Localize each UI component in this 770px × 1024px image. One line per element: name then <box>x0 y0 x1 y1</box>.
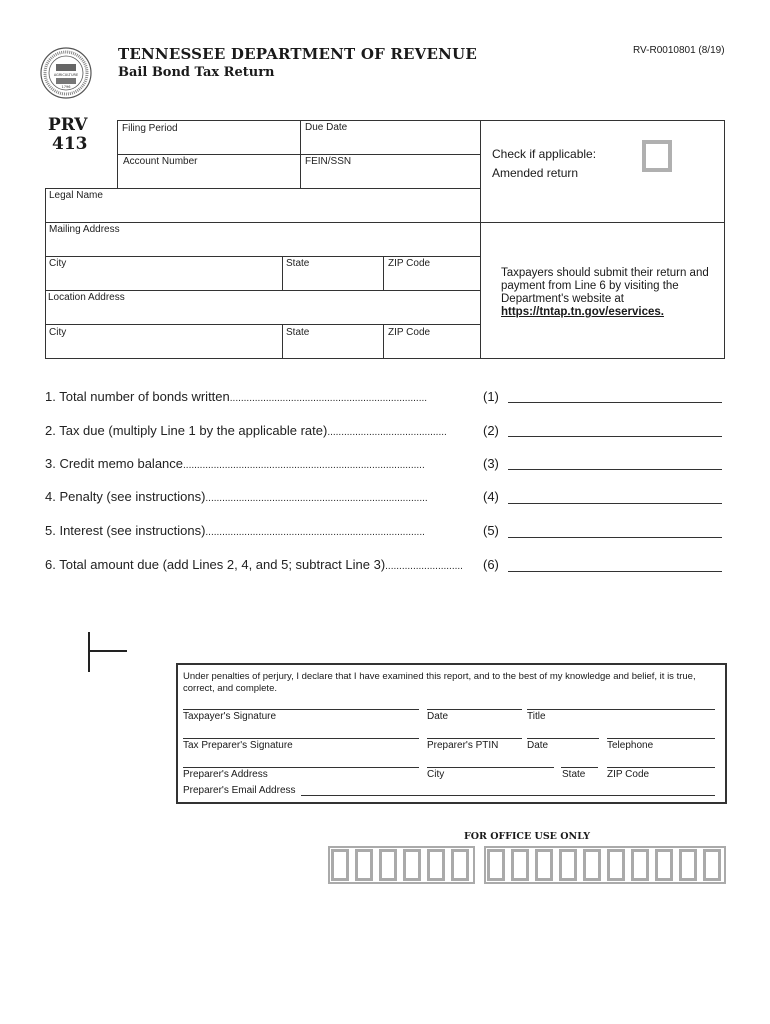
line-1 <box>45 389 427 404</box>
telephone-label: Telephone <box>607 740 654 751</box>
office-box-b-10 <box>703 849 721 881</box>
form-code-line1: PRV <box>48 115 88 135</box>
preparer-email-label: Preparer's Email Address <box>183 785 296 796</box>
fein-ssn-field[interactable]: FEIN/SSN <box>300 154 481 189</box>
line-6-dots: ............................ <box>385 561 463 572</box>
location-zip-code-field[interactable]: ZIP Code <box>383 324 481 359</box>
amended-return-panel <box>480 120 725 223</box>
line-5-answer[interactable] <box>508 537 722 538</box>
date2-line[interactable] <box>527 738 599 739</box>
city-label: City <box>427 769 445 780</box>
eservices-notice-panel <box>480 222 725 359</box>
line-2-number: (2) <box>483 423 499 438</box>
check-if-applicable-label: Check if applicable: <box>492 147 597 161</box>
preparer-signature-line[interactable] <box>183 738 419 739</box>
office-box-b-4 <box>559 849 577 881</box>
office-box-a-2 <box>355 849 373 881</box>
preparer-address-line[interactable] <box>183 767 419 768</box>
eservices-notice-text: Taxpayers should submit their return and payment from Line 6 by visiting the Department's website at <box>501 267 709 305</box>
agency-name: TENNESSEE DEPARTMENT OF REVENUE <box>118 45 477 63</box>
line-3-dots: ....................................................................................... <box>183 460 425 471</box>
form-id: RV-R0010801 (8/19) <box>633 45 725 56</box>
line-6-answer[interactable] <box>508 571 722 572</box>
line-5 <box>45 523 425 538</box>
line-5-dots: ............................................................................... <box>205 527 425 538</box>
line-3-answer[interactable] <box>508 469 722 470</box>
preparer-email-line[interactable] <box>301 795 715 796</box>
office-box-a-1 <box>331 849 349 881</box>
office-box-a-6 <box>451 849 469 881</box>
state-line[interactable] <box>561 767 598 768</box>
date2-label: Date <box>527 740 549 751</box>
line-4-answer[interactable] <box>508 503 722 504</box>
office-use-label: FOR OFFICE USE ONLY <box>464 831 591 842</box>
office-box-a-3 <box>379 849 397 881</box>
state-label: State <box>562 769 586 780</box>
taxpayer-signature-label: Taxpayer's Signature <box>183 711 277 722</box>
office-box-a-4 <box>403 849 421 881</box>
office-box-b-1 <box>487 849 505 881</box>
line-4 <box>45 489 428 504</box>
perjury-declaration: Under penalties of perjury, I declare that I have examined this report, and to the best of my knowledge and belief, it is true, correct, and complete. <box>183 671 696 694</box>
zip-code-field[interactable]: ZIP Code <box>383 256 481 291</box>
account-number-field[interactable]: Account Number <box>117 154 301 189</box>
location-state-field[interactable]: State <box>282 324 384 359</box>
line-3-number: (3) <box>483 456 499 471</box>
amended-return-checkbox[interactable] <box>642 140 672 172</box>
city-line[interactable] <box>427 767 554 768</box>
office-box-b-8 <box>655 849 673 881</box>
preparer-signature-label: Tax Preparer's Signature <box>183 740 293 751</box>
line-5-label: 5. Interest (see instructions) <box>45 523 206 538</box>
line-2-label: 2. Tax due (multiply Line 1 by the applicable rate) <box>45 423 328 438</box>
line-4-number: (4) <box>483 489 499 504</box>
mailing-address-field[interactable]: Mailing Address <box>45 222 481 257</box>
line-3 <box>45 456 425 471</box>
preparer-ptin-line[interactable] <box>427 738 522 739</box>
office-box-b-5 <box>583 849 601 881</box>
line-1-answer[interactable] <box>508 402 722 403</box>
preparer-address-label: Preparer's Address <box>183 769 268 780</box>
date-label: Date <box>427 711 449 722</box>
state-field[interactable]: State <box>282 256 384 291</box>
taxpayer-signature-line[interactable] <box>183 709 419 710</box>
registration-mark <box>88 632 90 672</box>
location-address-field[interactable]: Location Address <box>45 290 481 325</box>
line-1-number: (1) <box>483 389 499 404</box>
due-date-field[interactable]: Due Date <box>300 120 481 155</box>
amended-return-label: Amended return <box>492 166 579 180</box>
preparer-ptin-label: Preparer's PTIN <box>427 740 499 751</box>
signature-section <box>176 663 727 804</box>
office-box-b-3 <box>535 849 553 881</box>
svg-text:1796: 1796 <box>61 85 71 89</box>
form-title: Bail Bond Tax Return <box>118 65 275 80</box>
line-3-label: 3. Credit memo balance <box>45 456 184 471</box>
line-4-dots: ................................................................................ <box>205 493 428 504</box>
zip-code-label: ZIP Code <box>607 769 650 780</box>
legal-name-field[interactable]: Legal Name <box>45 188 481 223</box>
office-box-b-2 <box>511 849 529 881</box>
zip-code-line[interactable] <box>607 767 715 768</box>
state-seal <box>40 47 92 99</box>
line-2-answer[interactable] <box>508 436 722 437</box>
line-2-dots: ........................................... <box>327 427 447 438</box>
line-1-dots: ....................................................................... <box>229 393 428 404</box>
telephone-line[interactable] <box>607 738 715 739</box>
line-6-label: 6. Total amount due (add Lines 2, 4, and 5; subtract Line 3) <box>45 557 386 572</box>
registration-mark-bar <box>88 650 127 652</box>
office-box-b-7 <box>631 849 649 881</box>
city-field[interactable]: City <box>45 256 283 291</box>
line-4-label: 4. Penalty (see instructions) <box>45 489 206 504</box>
svg-text:AGRICULTURE: AGRICULTURE <box>53 73 79 77</box>
line-1-label: 1. Total number of bonds written <box>45 389 230 404</box>
line-6-number: (6) <box>483 557 499 572</box>
date-line[interactable] <box>427 709 522 710</box>
location-city-field[interactable]: City <box>45 324 283 359</box>
office-box-a-5 <box>427 849 445 881</box>
office-box-b-6 <box>607 849 625 881</box>
line-5-number: (5) <box>483 523 499 538</box>
eservices-link[interactable]: https://tntap.tn.gov/eservices. <box>501 306 664 318</box>
title-line[interactable] <box>527 709 715 710</box>
form-code-line2: 413 <box>52 134 88 154</box>
office-box-b-9 <box>679 849 697 881</box>
filing-period-field[interactable]: Filing Period <box>117 120 301 155</box>
line-6 <box>45 557 463 572</box>
title-label: Title <box>527 711 546 722</box>
line-2 <box>45 423 447 438</box>
